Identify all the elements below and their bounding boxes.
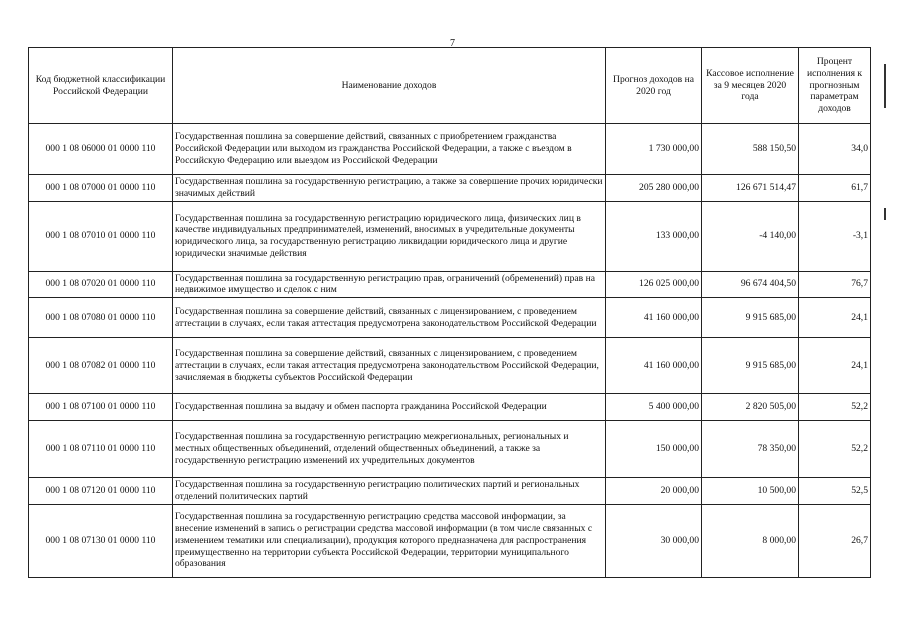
row-cash: 588 150,50 xyxy=(702,124,799,175)
table-row xyxy=(29,504,871,577)
row-percent: 52,5 xyxy=(799,478,871,505)
table-row xyxy=(29,298,871,338)
row-code: 000 1 08 07082 01 0000 110 xyxy=(29,338,173,394)
row-percent: 26,7 xyxy=(799,504,871,577)
row-code: 000 1 08 07080 01 0000 110 xyxy=(29,298,173,338)
scan-artifact-mark xyxy=(884,208,886,220)
header-name: Наименование доходов xyxy=(173,48,606,124)
row-code: 000 1 08 07130 01 0000 110 xyxy=(29,504,173,577)
row-code: 000 1 08 07120 01 0000 110 xyxy=(29,478,173,505)
row-cash: 8 000,00 xyxy=(702,504,799,577)
row-cash: -4 140,00 xyxy=(702,201,799,271)
row-name: Государственная пошлина за совершение действий, связанных с приобретением гражданства Российской Федерации или выходом из гражданства Российской Федерации, а также с въездом в Российскую Федерацию или выездом из Российской Федерации xyxy=(173,124,606,175)
row-code: 000 1 08 07110 01 0000 110 xyxy=(29,421,173,478)
row-percent: 24,1 xyxy=(799,298,871,338)
row-name: Государственная пошлина за государственную регистрацию межрегиональных, региональных и местных общественных объединений, отделений общественных объединений, а также за государственную регистрацию изменений их учредительных документов xyxy=(173,421,606,478)
row-name: Государственная пошлина за совершение действий, связанных с лицензированием, с проведением аттестации в случаях, если такая аттестация предусмотрена законодательством Российской Федерации xyxy=(173,298,606,338)
row-name: Государственная пошлина за совершение действий, связанных с лицензированием, с проведением аттестации в случаях, если такая аттестация предусмотрена законодательством Российской Федерации, зачисляемая в бюджеты субъектов Российской Федерации xyxy=(173,338,606,394)
table-header-row xyxy=(29,48,871,124)
row-cash: 10 500,00 xyxy=(702,478,799,505)
header-cash: Кассовое исполнение за 9 месяцев 2020 года xyxy=(702,48,799,124)
row-cash: 2 820 505,00 xyxy=(702,394,799,421)
row-cash: 78 350,00 xyxy=(702,421,799,478)
row-forecast: 1 730 000,00 xyxy=(606,124,702,175)
header-forecast: Прогноз доходов на 2020 год xyxy=(606,48,702,124)
row-forecast: 41 160 000,00 xyxy=(606,298,702,338)
row-cash: 9 915 685,00 xyxy=(702,338,799,394)
table-row xyxy=(29,478,871,505)
table-row xyxy=(29,394,871,421)
row-forecast: 20 000,00 xyxy=(606,478,702,505)
row-forecast: 41 160 000,00 xyxy=(606,338,702,394)
scan-artifact-mark xyxy=(884,64,886,108)
row-name: Государственная пошлина за государственную регистрацию, а также за совершение прочих юридически значимых действий xyxy=(173,175,606,202)
table-row xyxy=(29,201,871,271)
row-percent: -3,1 xyxy=(799,201,871,271)
row-cash: 9 915 685,00 xyxy=(702,298,799,338)
row-percent: 52,2 xyxy=(799,394,871,421)
row-name: Государственная пошлина за государственную регистрацию средства массовой информации, за внесение изменений в запись о регистрации средства массовой информации (в том числе связанных с изменением тематики или специализации), продукция которого предназначена для распространения преимущественно на территории субъекта Российской Федерации, территории муниципального образования xyxy=(173,504,606,577)
row-percent: 34,0 xyxy=(799,124,871,175)
row-forecast: 126 025 000,00 xyxy=(606,271,702,298)
row-percent: 52,2 xyxy=(799,421,871,478)
row-code: 000 1 08 07100 01 0000 110 xyxy=(29,394,173,421)
header-code: Код бюджетной классификации Российской Федерации xyxy=(29,48,173,124)
row-percent: 61,7 xyxy=(799,175,871,202)
page-number: 7 xyxy=(450,38,455,49)
table-row xyxy=(29,175,871,202)
row-name: Государственная пошлина за государственную регистрацию политических партий и региональных отделений политических партий xyxy=(173,478,606,505)
table-row xyxy=(29,124,871,175)
table-row xyxy=(29,271,871,298)
row-forecast: 150 000,00 xyxy=(606,421,702,478)
row-forecast: 205 280 000,00 xyxy=(606,175,702,202)
row-code: 000 1 08 07000 01 0000 110 xyxy=(29,175,173,202)
row-forecast: 5 400 000,00 xyxy=(606,394,702,421)
row-code: 000 1 08 06000 01 0000 110 xyxy=(29,124,173,175)
row-name: Государственная пошлина за государственную регистрацию прав, ограничений (обременений) прав на недвижимое имущество и сделок с ним xyxy=(173,271,606,298)
row-cash: 96 674 404,50 xyxy=(702,271,799,298)
header-percent: Процент исполнения к прогнозным параметрам доходов xyxy=(799,48,871,124)
row-code: 000 1 08 07020 01 0000 110 xyxy=(29,271,173,298)
table-row xyxy=(29,338,871,394)
row-percent: 76,7 xyxy=(799,271,871,298)
row-forecast: 133 000,00 xyxy=(606,201,702,271)
table-row xyxy=(29,421,871,478)
row-code: 000 1 08 07010 01 0000 110 xyxy=(29,201,173,271)
row-name: Государственная пошлина за государственную регистрацию юридического лица, физических лиц в качестве индивидуальных предпринимателей, изменений, вносимых в учредительные документы юридического лица, за государственную регистрацию ликвидации юридического лица и другие юридически значимые действия xyxy=(173,201,606,271)
row-forecast: 30 000,00 xyxy=(606,504,702,577)
row-cash: 126 671 514,47 xyxy=(702,175,799,202)
revenue-table xyxy=(28,47,871,578)
row-name: Государственная пошлина за выдачу и обмен паспорта гражданина Российской Федерации xyxy=(173,394,606,421)
row-percent: 24,1 xyxy=(799,338,871,394)
